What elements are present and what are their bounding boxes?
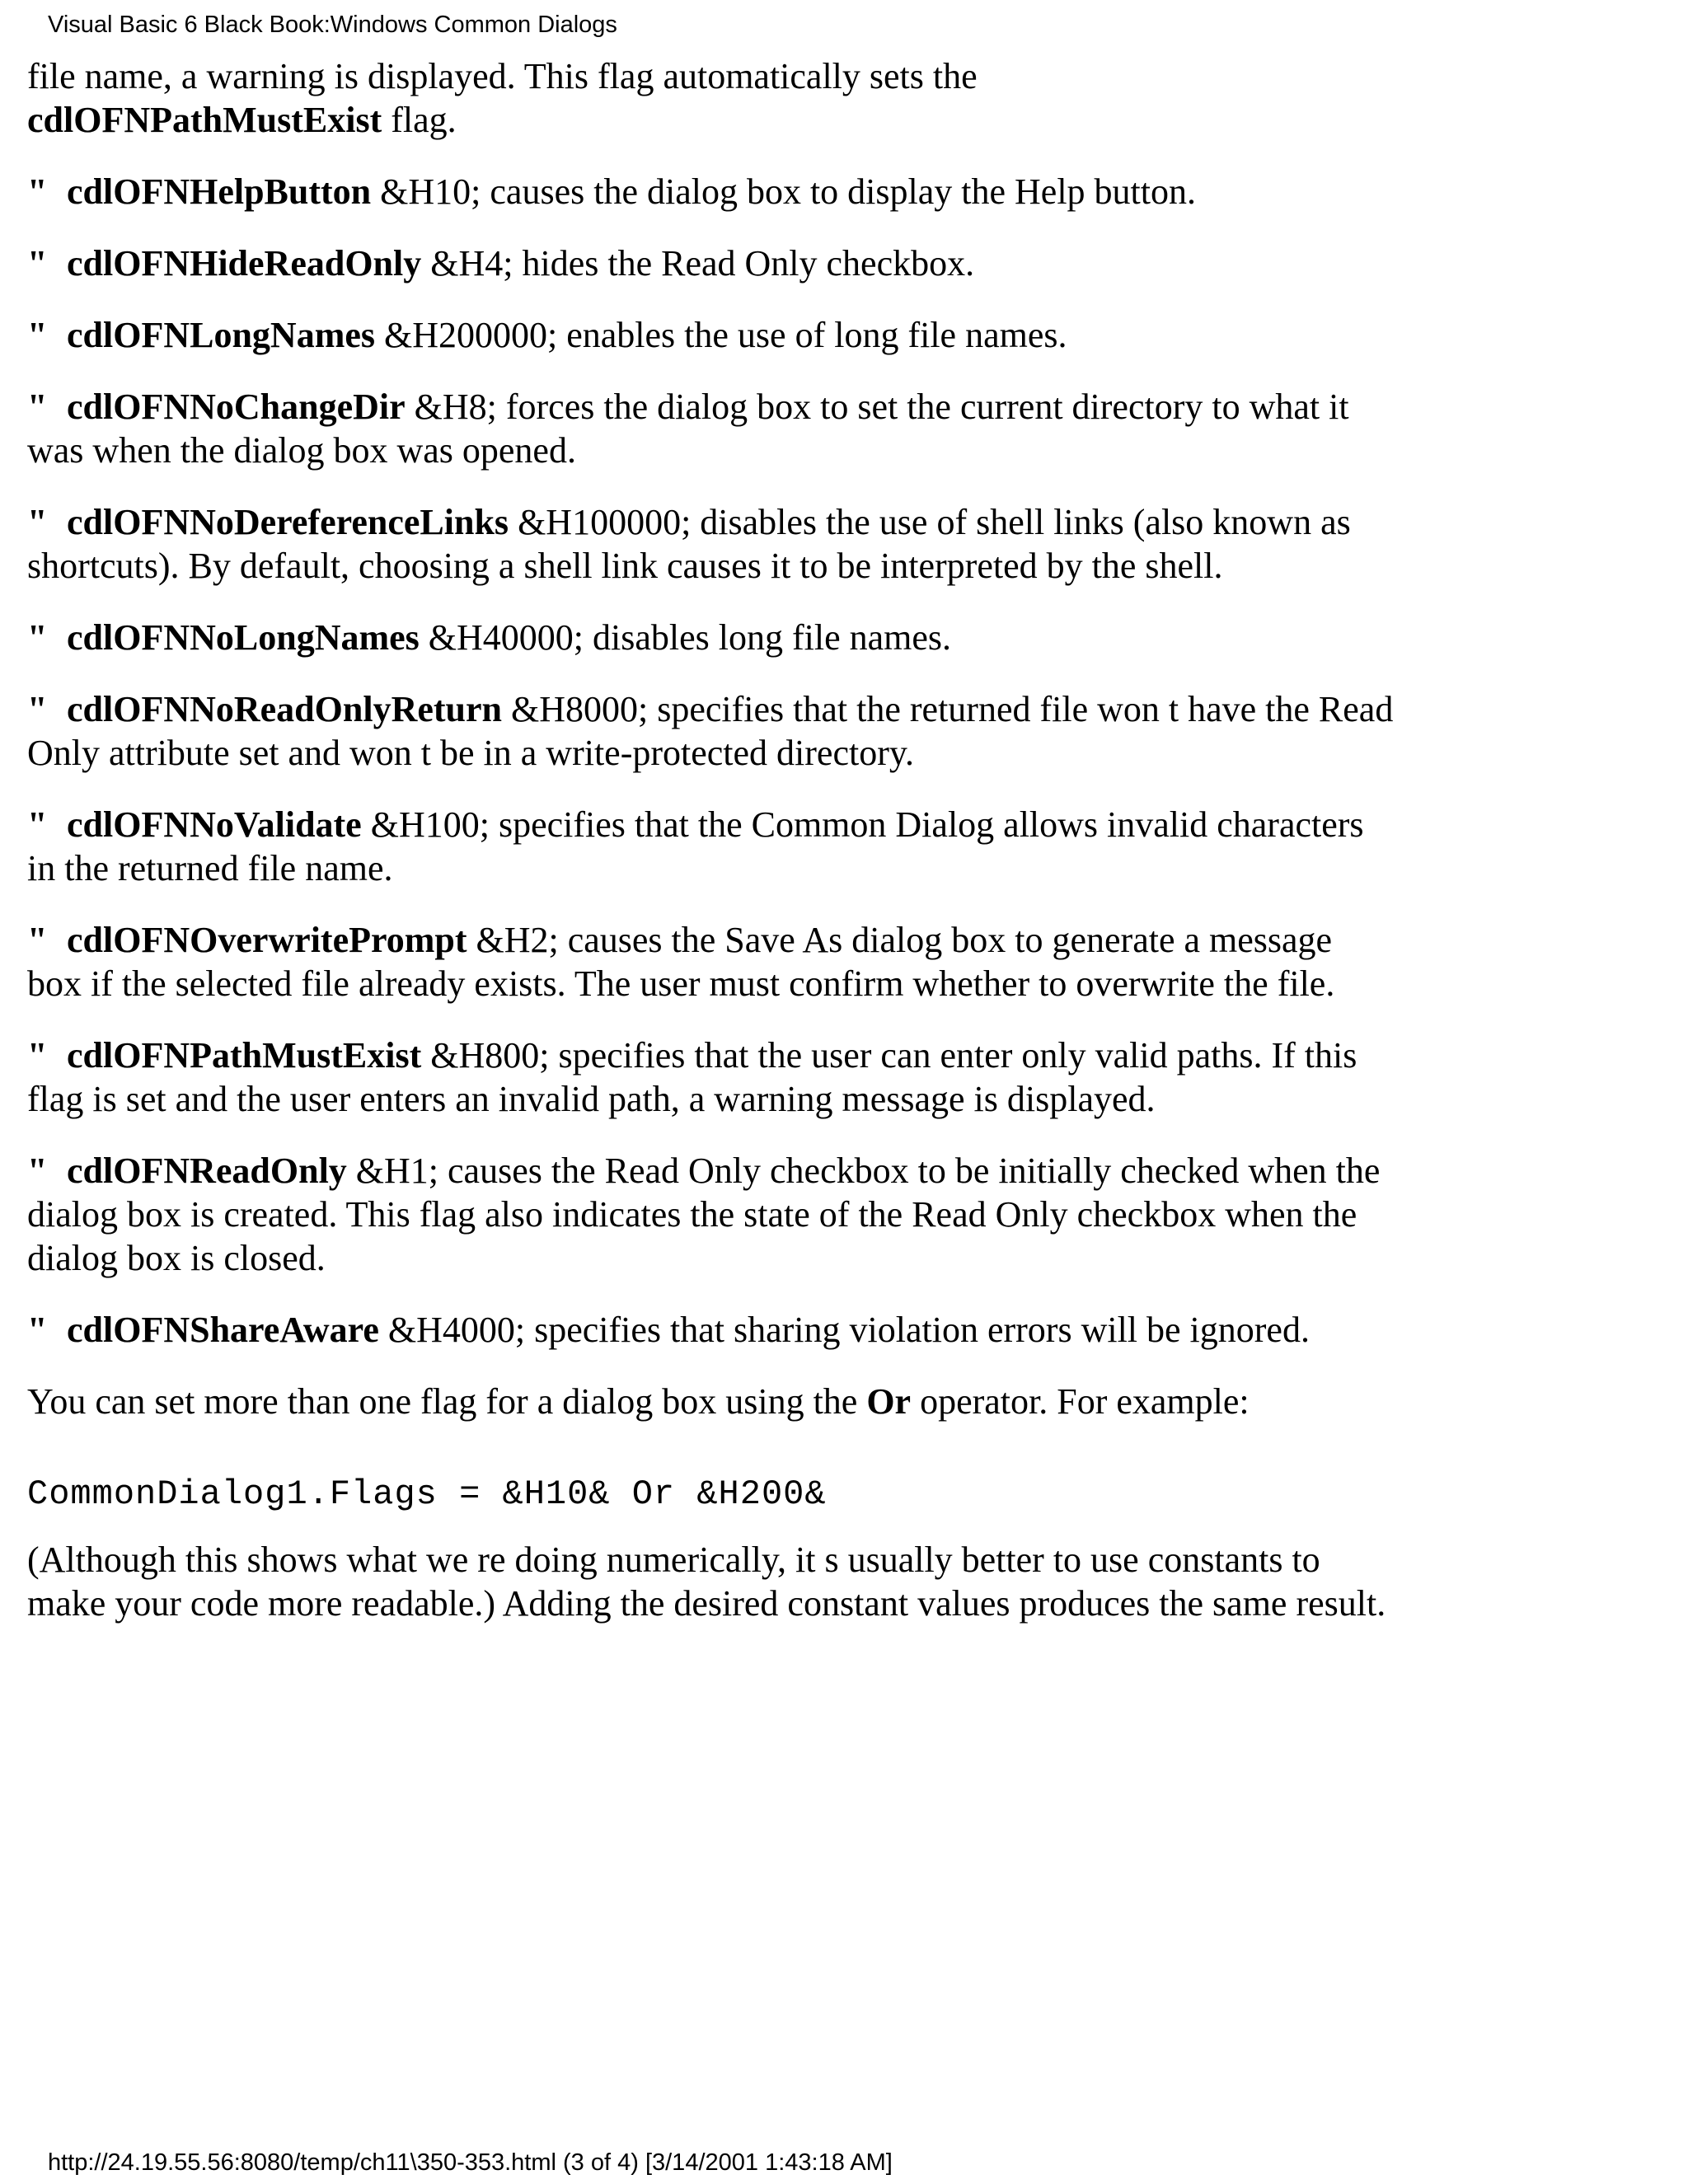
flag-item — [27, 918, 1395, 1005]
flag-name: cdlOFNNoLongNames — [67, 617, 420, 658]
intro-constant: cdlOFNPathMustExist — [27, 100, 382, 140]
or-paragraph-after: operator. For example: — [911, 1381, 1250, 1422]
flag-item — [27, 687, 1395, 775]
bullet-mark: " — [27, 1035, 48, 1076]
page-footer-url: http://24.19.55.56:8080/temp/ch11\350-353.html (3 of 4) [3/14/2001 1:43:18 AM] — [48, 2149, 893, 2176]
bullet-mark: " — [27, 689, 48, 729]
intro-paragraph — [27, 54, 1395, 142]
flag-item — [27, 616, 1395, 659]
flag-name: cdlOFNShareAware — [67, 1310, 379, 1350]
bullet-mark: " — [27, 171, 48, 212]
flag-name: cdlOFNNoDereferenceLinks — [67, 502, 509, 542]
flag-name: cdlOFNNoReadOnlyReturn — [67, 689, 502, 729]
bullet-mark: " — [27, 315, 48, 355]
bullet-mark: " — [27, 1310, 48, 1350]
flag-item — [27, 170, 1395, 213]
bullet-mark: " — [27, 804, 48, 845]
flag-name: cdlOFNReadOnly — [67, 1151, 347, 1191]
flag-name: cdlOFNLongNames — [67, 315, 375, 355]
flag-name: cdlOFNHelpButton — [67, 171, 372, 212]
closing-paragraph: (Although this shows what we re doing numerically, it s usually better to use constants to make your code more readable.) Adding the desired constant values produces the same result. — [27, 1540, 1386, 1624]
flag-description: &H100000; disables the use of shell links (also known as shortcuts). By default, choosing a shell link causes it to be interpreted by the shell. — [27, 502, 1351, 586]
intro-after: flag. — [382, 100, 457, 140]
bullet-mark: " — [27, 920, 48, 960]
flag-description: &H1; causes the Read Only checkbox to be initially checked when the dialog box is created. This flag also indicates the state of the Read Only checkbox when the dialog box is closed. — [27, 1151, 1381, 1278]
flag-description: &H8000; specifies that the returned file won t have the Read Only attribute set and won t be in a write-protected directory. — [27, 689, 1394, 773]
flag-description: &H8; forces the dialog box to set the current directory to what it was when the dialog box was opened. — [27, 387, 1349, 471]
flag-name: cdlOFNOverwritePrompt — [67, 920, 467, 960]
code-example: CommonDialog1.Flags = &H10& Or &H200& — [27, 1474, 827, 1514]
bullet-mark: " — [27, 502, 48, 542]
flag-item — [27, 241, 1395, 285]
flag-description: &H2; causes the Save As dialog box to generate a message box if the selected file already exists. The user must confirm whether to overwrite the file. — [27, 920, 1335, 1004]
flag-item — [27, 385, 1395, 472]
document-body — [27, 54, 1395, 1653]
flag-name: cdlOFNNoValidate — [67, 804, 362, 845]
flag-description: &H800; specifies that the user can enter only valid paths. If this flag is set and the user enters an invalid path, a warning message is displayed. — [27, 1035, 1357, 1119]
flag-name: cdlOFNPathMustExist — [67, 1035, 422, 1076]
flag-item — [27, 1308, 1395, 1352]
flag-description: &H4; hides the Read Only checkbox. — [421, 243, 975, 284]
flag-item — [27, 1033, 1395, 1121]
flag-name: cdlOFNHideReadOnly — [67, 243, 422, 284]
or-paragraph-before: You can set more than one flag for a dialog box using the — [27, 1381, 867, 1422]
flag-description: &H200000; enables the use of long file names. — [375, 315, 1067, 355]
flag-description: &H4000; specifies that sharing violation errors will be ignored. — [378, 1310, 1310, 1350]
flag-item — [27, 803, 1395, 890]
or-operator-paragraph — [27, 1380, 1395, 1423]
flag-name: cdlOFNNoChangeDir — [67, 387, 406, 427]
bullet-mark: " — [27, 243, 48, 284]
or-keyword: Or — [866, 1381, 912, 1422]
bullet-mark: " — [27, 617, 48, 658]
intro-text: file name, a warning is displayed. This flag automatically sets the — [27, 56, 978, 96]
bullet-mark: " — [27, 387, 48, 427]
flag-description: &H100; specifies that the Common Dialog allows invalid characters in the returned file name. — [27, 804, 1364, 888]
flag-description: &H10; causes the dialog box to display the Help button. — [371, 171, 1197, 212]
page-header-title: Visual Basic 6 Black Book:Windows Common Dialogs — [48, 12, 617, 38]
flag-item — [27, 313, 1395, 357]
flag-item — [27, 1149, 1395, 1280]
flag-item — [27, 500, 1395, 588]
bullet-mark: " — [27, 1151, 48, 1191]
flag-description: &H40000; disables long file names. — [419, 617, 952, 658]
